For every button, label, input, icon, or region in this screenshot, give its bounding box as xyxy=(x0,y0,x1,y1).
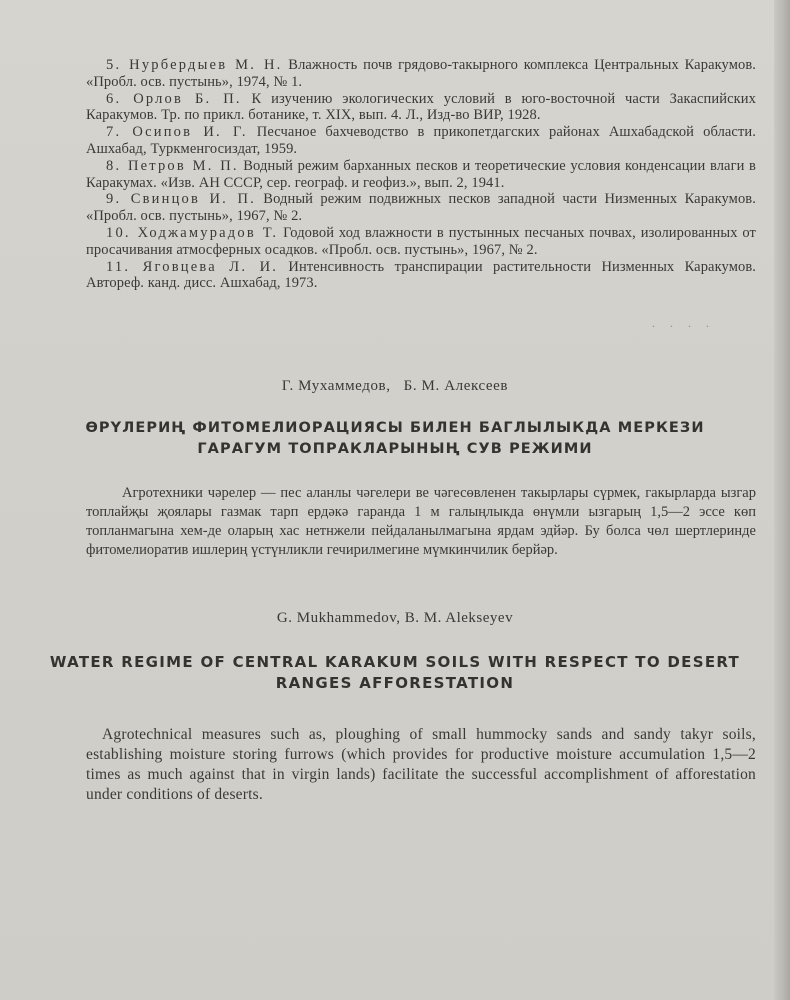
tk-title xyxy=(0,418,790,460)
en-abstract: Agrotechnical measures such as, ploughing of small hummocky sands and sandy takyr soils, establishing moisture storing furrows (which provides for productive moisture accumulation 1,5—2 times as much against that in virgin lands) facilitate the successful accomplishment of afforestation under conditions of deserts. xyxy=(86,725,756,803)
reference-author: 6. Орлов Б. П. xyxy=(106,90,242,107)
reference-item xyxy=(86,124,756,158)
reference-text: К изучению экологических условий в юго-восточной части Закаспийских Каракумов. Тр. по прикл. ботанике, т. XIX, вып. 4. Л., Изд-во ВИР, 1928. xyxy=(86,90,756,124)
reference-author: 7. Осипов И. Г. xyxy=(106,124,248,141)
en-title-line: WATER REGIME OF CENTRAL KARAKUM SOILS WITH RESPECT TO DESERT xyxy=(49,653,741,671)
tk-abstract: Агротехники чәрелер — пес аланлы чәгелери ве чәгесөвленен такырлары сүрмек, гакырларда ызгар топлайҗы җоялары газмак тарп ердәкә гаранда 1 м галыңлыкда өнүмли ызгарың 1,5—2 эссе көп топланмагына хем-де оларың хас нетнжели пейдаланылмагына ярдам эдйәр. Бу болса чөл шертлеринде фитомелиоратив ишлериң үстүнликли гечирилмегине мүмкинчилик берйәр. xyxy=(86,484,756,558)
tk-title-line: ГАРАГУМ ТОПРАКЛАРЫНЫҢ СУВ РЕЖИМИ xyxy=(197,441,593,457)
reference-author: 10. Ходжамурадов Т. xyxy=(106,224,279,241)
tk-title-line: ӨРҮЛЕРИҢ ФИТОМЕЛИОРАЦИЯСЫ БИЛЕН БАГЛЫЛЫКДА МЕРКЕЗИ xyxy=(85,420,705,436)
reference-item xyxy=(86,57,756,91)
reference-item xyxy=(86,225,756,259)
reference-author: 9. Свинцов И. П. xyxy=(106,191,256,208)
page-edge xyxy=(774,0,790,1000)
reference-item xyxy=(86,91,756,125)
reference-text: Годовой ход влажности в пустынных песчаных почвах, изолированных от просачивания атмосферных осадков. «Пробл. осв. пустынь», 1967, № 2. xyxy=(86,224,756,258)
reference-item xyxy=(86,259,756,293)
reference-author: 5. Нурбердыев М. Н. xyxy=(106,57,283,73)
en-title xyxy=(0,652,790,694)
reference-text: Интенсивность транспирации растительности Низменных Каракумов. Автореф. канд. дисс. Ашхабад, 1973. xyxy=(86,258,756,292)
reference-author: 11. Яговцева Л. И. xyxy=(106,258,279,275)
reference-item xyxy=(86,191,756,225)
reference-text: Водный режим барханных песков и теоретические условия конденсации влаги в Каракумах. «Изв. АН СССР, сер. географ. и геофиз.», вып. 2, 1941. xyxy=(86,157,756,191)
reference-list xyxy=(86,57,756,292)
reference-author: 8. Петров М. П. xyxy=(106,157,239,174)
reference-text: Песчаное бахчеводство в прикопетдагских районах Ашхабадской области. Ашхабад, Туркменгосиздат, 1959. xyxy=(86,124,756,157)
reference-item xyxy=(86,158,756,192)
tk-authors: Г. Мухаммедов, Б. М. Алексеев xyxy=(281,378,509,394)
en-authors: G. Mukhammedov, B. M. Alekseyev xyxy=(276,610,514,626)
en-title-line: RANGES AFFORESTATION xyxy=(275,674,515,692)
reference-text: Влажность почв грядово-такырного комплекса Центральных Каракумов. «Пробл. осв. пустынь», 1974, № 1. xyxy=(86,57,757,90)
reference-text: Водный режим подвижных песков западной части Низменных Каракумов. «Пробл. осв. пустынь», 1967, № 2. xyxy=(86,191,756,225)
trailing-dots: . . . . xyxy=(652,316,715,330)
